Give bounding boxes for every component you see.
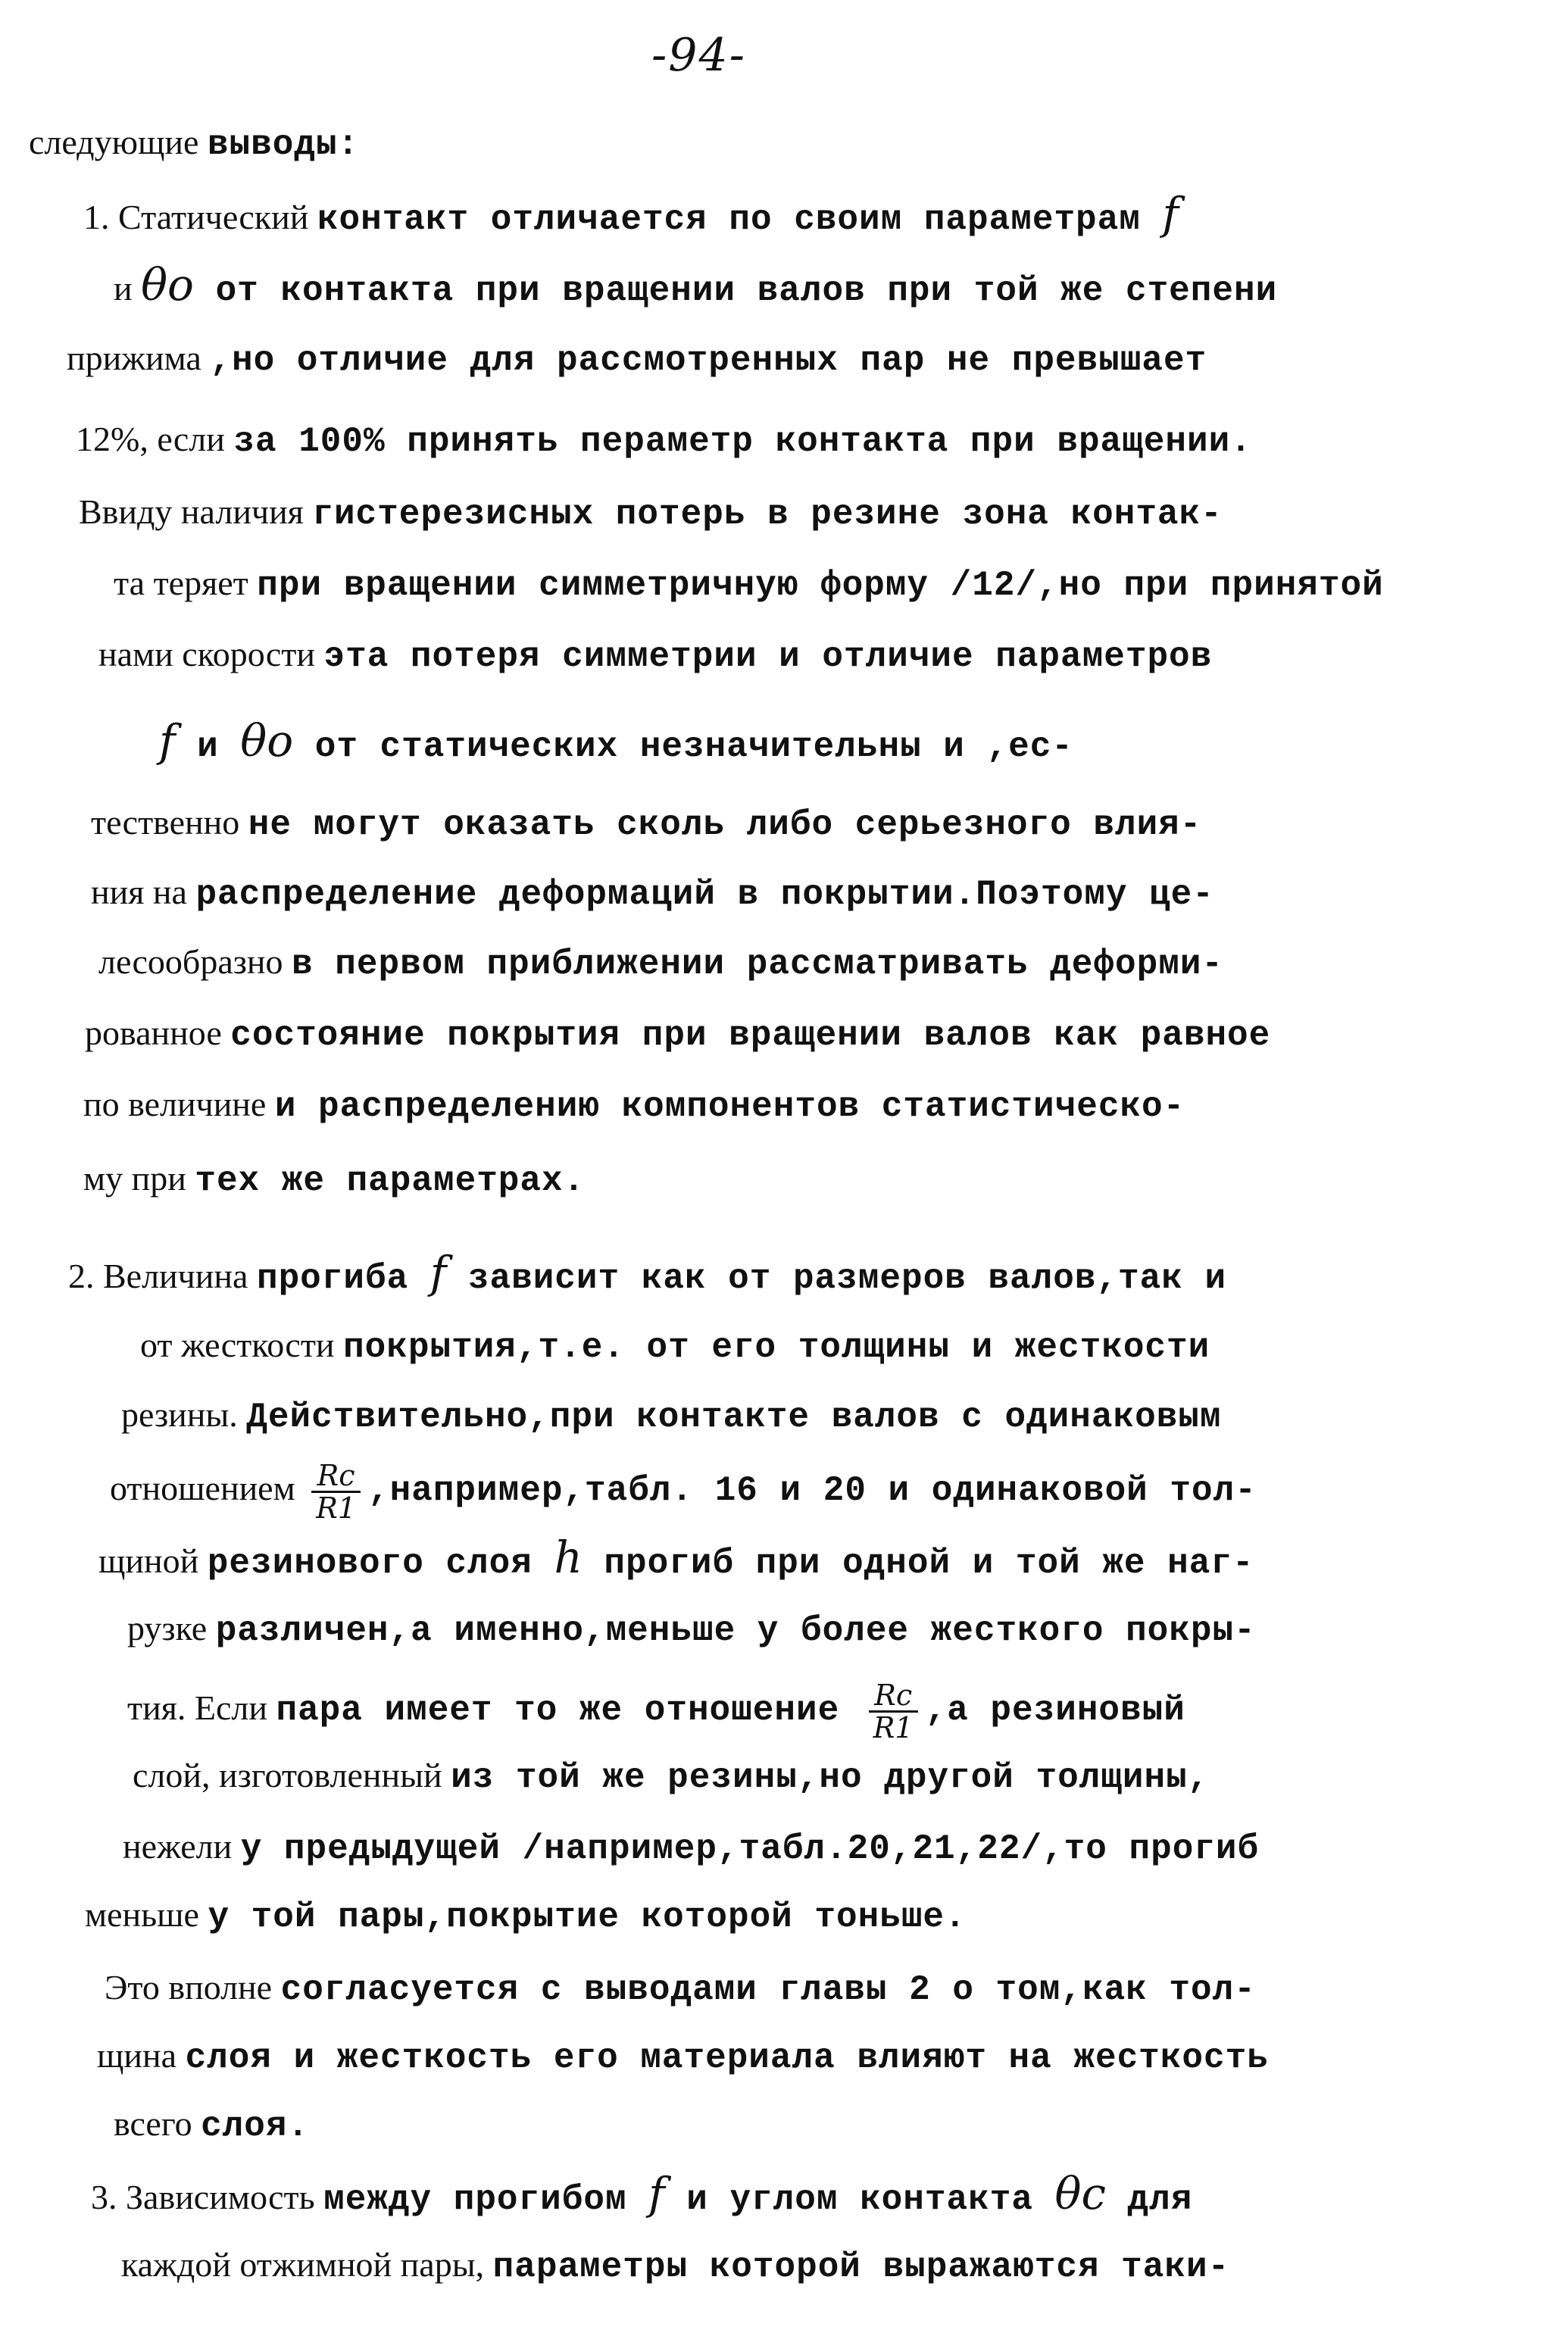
typewritten-text: и углом контакта bbox=[664, 2180, 1055, 2219]
fraction-formula bbox=[311, 1460, 361, 1523]
text-line bbox=[85, 1012, 1270, 1057]
typeset-text: меньше bbox=[85, 1895, 208, 1934]
typewritten-text: различен,а именно,меньше у более жесткого покры- bbox=[215, 1611, 1256, 1651]
text-line bbox=[91, 2168, 1193, 2221]
typewritten-text: от статических незначительны и ,ес- bbox=[293, 727, 1073, 767]
typewritten-text: распределение деформаций в покрытии.Поэтому це- bbox=[195, 875, 1214, 914]
typewritten-text: покрытия,т.е. от его толщины и жесткости bbox=[343, 1328, 1210, 1367]
text-line bbox=[97, 2035, 1269, 2079]
page-number: -94- bbox=[651, 29, 746, 82]
typewritten-text: эта потеря симметрии и отличие параметров bbox=[323, 637, 1213, 676]
handwritten-symbol: f bbox=[648, 2168, 665, 2219]
typeset-text: 3. Зависимость bbox=[91, 2178, 324, 2216]
typewritten-text: состояние покрытия при вращении валов как равное bbox=[230, 1016, 1271, 1055]
text-line bbox=[114, 562, 1384, 607]
typewritten-text: контакт отличается по своим параметрам bbox=[317, 200, 1163, 239]
typewritten-text: выводы: bbox=[207, 125, 360, 164]
typewritten-text: резинового слоя bbox=[207, 1544, 554, 1583]
typeset-text: тественно bbox=[91, 803, 248, 842]
text-line bbox=[123, 1825, 1259, 1870]
handwritten-symbol: f bbox=[159, 715, 176, 767]
typeset-text: нами скорости bbox=[98, 635, 324, 673]
typeset-text: резины. bbox=[121, 1395, 247, 1434]
typewritten-text: от контакта при вращении валов при той же степени bbox=[193, 271, 1278, 311]
typewritten-text: слоя. bbox=[201, 2107, 310, 2146]
fraction-denominator: R1 bbox=[873, 1711, 914, 1744]
fraction-denominator: R1 bbox=[316, 1491, 357, 1525]
typeset-text: тия. Если bbox=[127, 1688, 276, 1728]
typeset-text: и bbox=[114, 269, 142, 308]
text-line bbox=[133, 1754, 1209, 1799]
text-line bbox=[127, 1680, 1185, 1743]
typeset-text: по величине bbox=[83, 1085, 275, 1123]
text-line bbox=[76, 418, 1252, 463]
text-line bbox=[98, 941, 1223, 985]
typewritten-text: прогиба bbox=[256, 1259, 430, 1298]
text-line bbox=[68, 1247, 1227, 1300]
typeset-text: лесообразно bbox=[98, 942, 292, 981]
typeset-text: 12%, если bbox=[76, 420, 234, 458]
fraction-numerator: Rc bbox=[869, 1680, 918, 1713]
text-line bbox=[83, 1083, 1185, 1128]
typeset-text: рованное bbox=[85, 1013, 231, 1052]
text-line bbox=[140, 1324, 1210, 1369]
text-line bbox=[127, 1607, 1256, 1652]
typeset-text: всего bbox=[114, 2104, 201, 2143]
text-line bbox=[159, 715, 1073, 768]
typewritten-text: для bbox=[1105, 2180, 1193, 2219]
typewritten-text: при вращении симметричную форму /12/,но при принятой bbox=[257, 566, 1384, 605]
typewritten-text: за 100% принять пераметр контакта при вращении. bbox=[233, 422, 1252, 461]
typewritten-text: зависит как от размеров валов,так и bbox=[446, 1259, 1227, 1298]
handwritten-symbol: θo bbox=[240, 715, 294, 767]
handwritten-symbol: f bbox=[429, 1247, 447, 1298]
typewritten-text: и bbox=[175, 727, 241, 767]
fraction-formula bbox=[869, 1680, 918, 1743]
typeset-text: щиной bbox=[98, 1541, 208, 1580]
handwritten-symbol: θc bbox=[1054, 2168, 1106, 2219]
typeset-text: щина bbox=[97, 2036, 186, 2075]
handwritten-symbol: θo bbox=[141, 259, 194, 311]
typewritten-text: ,но отличие для рассмотренных пар не превышает bbox=[210, 341, 1207, 380]
text-line bbox=[114, 2103, 309, 2147]
typewritten-text: прогиб при одной и той же наг- bbox=[582, 1544, 1254, 1583]
typeset-text: прижима bbox=[67, 339, 211, 377]
typewritten-text: тех же параметрах. bbox=[195, 1161, 586, 1201]
text-line bbox=[98, 633, 1212, 678]
typewritten-text: Действительно,при контакте валов с одинаковым bbox=[246, 1398, 1222, 1437]
typeset-text: нежели bbox=[123, 1827, 241, 1866]
typeset-text: отношением bbox=[110, 1469, 305, 1508]
text-line bbox=[83, 188, 1179, 241]
typewritten-text: в первом приближении рассматривать деформи- bbox=[292, 945, 1224, 984]
typeset-text: слой, изготовленный bbox=[133, 1756, 451, 1794]
typeset-text: та теряет bbox=[114, 564, 258, 602]
typewritten-text: слоя и жесткость его материала влияют на жесткость bbox=[185, 2038, 1269, 2078]
typeset-text: му при bbox=[83, 1159, 195, 1198]
typeset-text: следующие bbox=[29, 123, 208, 161]
typeset-text: 2. Величина bbox=[68, 1257, 257, 1295]
typewritten-text: из той же резины,но другой толщины, bbox=[451, 1758, 1210, 1797]
text-line bbox=[98, 1532, 1254, 1585]
handwritten-symbol: h bbox=[554, 1532, 583, 1583]
typewritten-text: ,а резиновый bbox=[925, 1691, 1185, 1731]
text-line bbox=[114, 259, 1278, 312]
typeset-text: от жесткости bbox=[140, 1326, 344, 1364]
typeset-text: рузке bbox=[127, 1609, 216, 1647]
text-line bbox=[79, 491, 1223, 536]
text-line bbox=[121, 1394, 1222, 1438]
typeset-text: ния на bbox=[91, 873, 196, 911]
text-line bbox=[121, 2244, 1229, 2288]
text-line bbox=[67, 337, 1207, 382]
text-line bbox=[91, 801, 1201, 846]
typewritten-text: и распределению компонентов статистическо- bbox=[274, 1087, 1185, 1126]
text-line bbox=[83, 1157, 585, 1202]
typewritten-text: гистерезисных потерь в резине зона контак- bbox=[312, 495, 1223, 534]
text-line bbox=[110, 1460, 1257, 1523]
typewritten-text: параметры которой выражаются таки- bbox=[492, 2247, 1230, 2287]
text-line bbox=[105, 1966, 1256, 2011]
handwritten-symbol: f bbox=[1162, 188, 1179, 239]
typewritten-text: между прогибом bbox=[323, 2180, 649, 2219]
typewritten-text: пара имеет то же отношение bbox=[276, 1691, 861, 1731]
typewritten-text: не могут оказать сколь либо серьезного влия- bbox=[248, 805, 1202, 845]
typewritten-text: согласуется с выводами главы 2 о том,как тол- bbox=[280, 1970, 1256, 2010]
text-line bbox=[29, 121, 359, 166]
typewritten-text: ,например,табл. 16 и 20 и одинаковой тол- bbox=[368, 1471, 1257, 1511]
typewritten-text: у предыдущей /например,табл.20,21,22/,то прогиб bbox=[240, 1829, 1260, 1869]
text-line bbox=[85, 1894, 967, 1938]
typeset-text: Ввиду наличия bbox=[79, 492, 313, 531]
typeset-text: каждой отжимной пары, bbox=[121, 2245, 493, 2284]
text-line bbox=[91, 871, 1214, 916]
typeset-text: 1. Статический bbox=[83, 198, 317, 236]
typewritten-text: у той пары,покрытие которой тоньше. bbox=[208, 1897, 967, 1937]
fraction-numerator: Rc bbox=[311, 1460, 361, 1493]
typeset-text: Это вполне bbox=[105, 1968, 281, 2007]
